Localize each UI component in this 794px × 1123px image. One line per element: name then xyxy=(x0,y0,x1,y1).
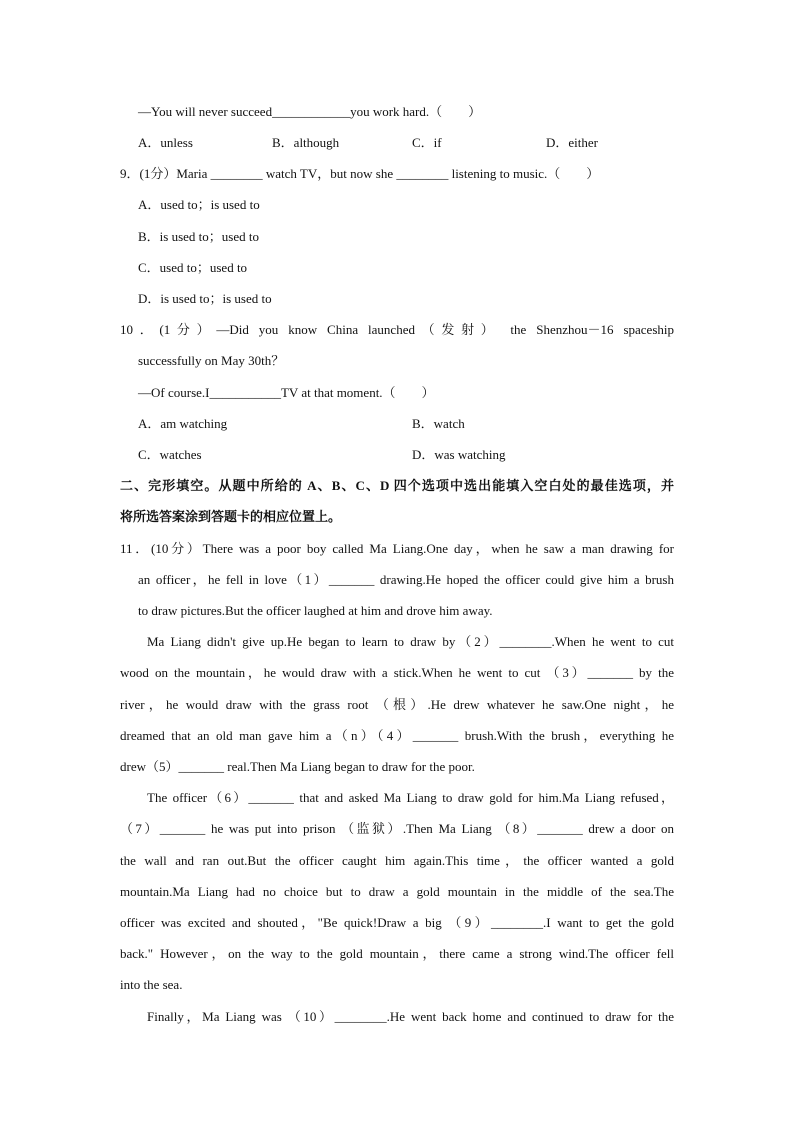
q10-stem-line3: —Of course.I___________TV at that moment.（ ） xyxy=(138,385,435,400)
q10-stem-line2: successfully on May 30th？ xyxy=(138,353,285,368)
q9-option-b: B．is used to；used to xyxy=(138,229,259,244)
q11-line-10: （7）_______ he was put into prison （监狱）.Then Ma Liang （8）_______ drew a door on xyxy=(120,821,674,836)
q9-option-c: C．used to；used to xyxy=(138,260,248,275)
q11-line-11: the wall and ran out.But the officer caught him again.This time，the officer wanted a gold xyxy=(120,853,674,868)
q10-option-a: A．am watching xyxy=(138,416,228,431)
q10-option-d: D．was watching xyxy=(412,447,506,462)
q11-line-9: The officer（6）_______ that and asked Ma Liang to draw gold for him.Ma Liang refused， xyxy=(147,790,674,805)
section2-heading-line1: 二、完形填空。从题中所给的 A、B、C、D 四个选项中选出能填入空白处的最佳选项，并 xyxy=(120,478,674,493)
q9-stem: 9．(1分）Maria ________ watch TV，but now she ________ listening to music.（ ） xyxy=(120,166,600,181)
q11-line-4: Ma Liang didn't give up.He began to learn to draw by（2）________.When he went to cut xyxy=(147,634,674,649)
q8-stem: —You will never succeed____________you work hard.（ ） xyxy=(138,104,482,119)
q11-line-15: into the sea. xyxy=(120,977,183,992)
q11-line-14: back." However，on the way to the gold mountain，there came a strong wind.The officer fell xyxy=(120,946,674,961)
q9-option-d: D．is used to；is used to xyxy=(138,291,272,306)
q11-line-13: officer was excited and shouted，"Be quick!Draw a big （9）________.I want to get the gold xyxy=(120,915,674,930)
q11-line-8: drew（5）_______ real.Then Ma Liang began to draw for the poor. xyxy=(120,759,475,774)
section2-heading-line2: 将所选答案涂到答题卡的相应位置上。 xyxy=(120,509,342,524)
q10-option-b: B．watch xyxy=(412,416,465,431)
q11-line-6: river，he would draw with the grass root （根）.He drew whatever he saw.One night，he xyxy=(120,697,674,712)
q8-option-c: C．if xyxy=(412,135,442,150)
q10-stem-line1: 10．(1分）—Did you know China launched（发射） the Shenzhou－16 spaceship xyxy=(120,322,674,337)
q11-line-3: to draw pictures.But the officer laughed at him and drove him away. xyxy=(138,603,493,618)
q11-line-7: dreamed that an old man gave him a（n）（4）_______ brush.With the brush，everything he xyxy=(120,728,674,743)
q9-option-a: A．used to；is used to xyxy=(138,197,260,212)
q8-option-b: B．although xyxy=(272,135,340,150)
q11-line-16: Finally，Ma Liang was （10）________.He went back home and continued to draw for the xyxy=(147,1009,674,1024)
q11-line-1: 11．(10分）There was a poor boy called Ma Liang.One day，when he saw a man drawing for xyxy=(120,541,674,556)
q10-option-c: C．watches xyxy=(138,447,202,462)
q11-line-12: mountain.Ma Liang had no choice but to draw a gold mountain in the middle of the sea.The xyxy=(120,884,674,899)
q11-line-5: wood on the mountain，he would draw with a stick.When he went to cut （3）_______ by the xyxy=(120,665,674,680)
q11-line-2: an officer，he fell in love（1）_______ drawing.He hoped the officer could give him a brush xyxy=(138,572,674,587)
q8-option-a: A．unless xyxy=(138,135,193,150)
q8-option-d: D．either xyxy=(546,135,598,150)
